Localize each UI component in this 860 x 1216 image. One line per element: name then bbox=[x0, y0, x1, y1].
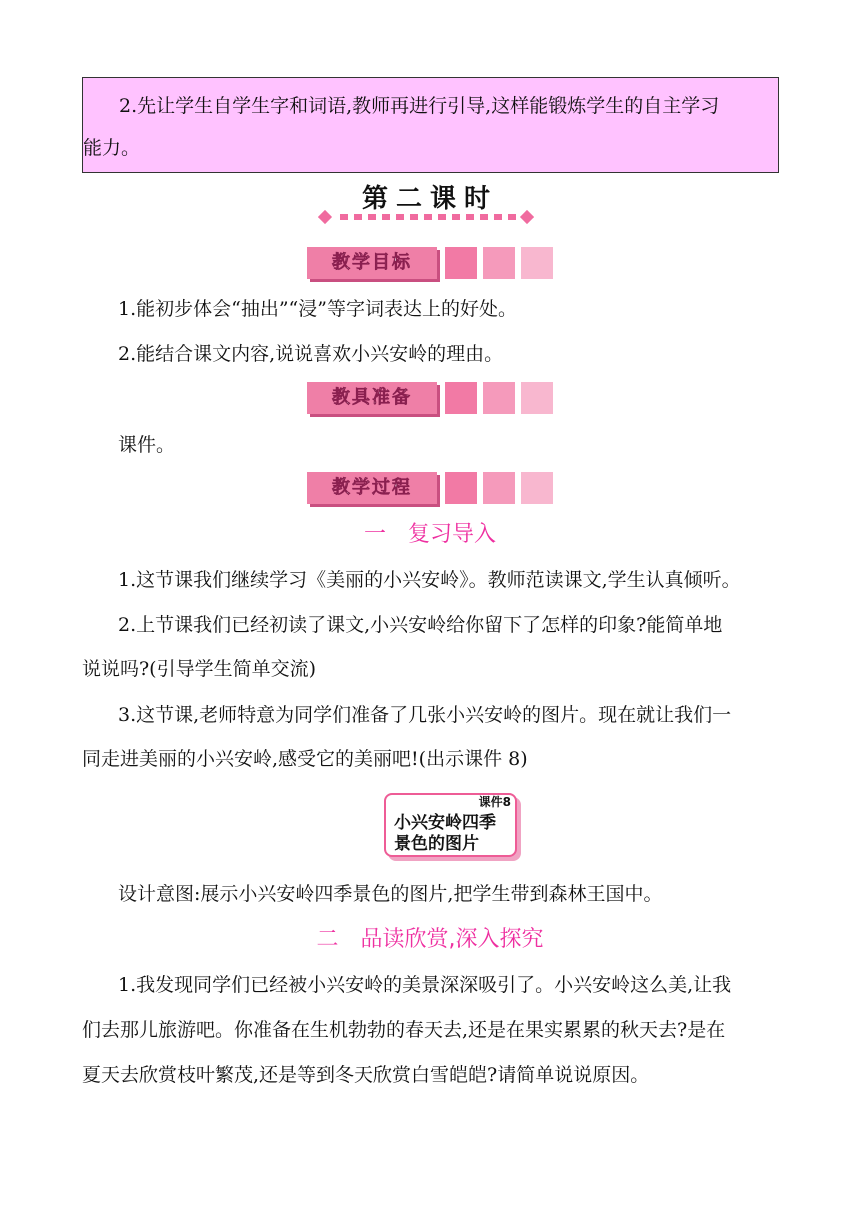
section-label-prep bbox=[307, 382, 553, 414]
section-label-goals bbox=[307, 247, 553, 279]
decor-square bbox=[445, 382, 477, 414]
section-label-goals-text: 教学目标 bbox=[307, 247, 437, 279]
section-label-prep-text: 教具准备 bbox=[307, 382, 437, 414]
lesson-title: 第二课时 bbox=[361, 184, 498, 214]
design-intent: 设计意图:展示小兴安岭四季景色的图片,把学生带到森林王国中。 bbox=[118, 883, 663, 905]
courseware-card bbox=[384, 793, 517, 857]
part1-heading: 一 复习导入 bbox=[363, 522, 496, 547]
part1-paragraph-2b: 说说吗?(引导学生简单交流) bbox=[82, 658, 317, 680]
part1-paragraph-3a: 3.这节课,老师特意为同学们准备了几张小兴安岭的图片。现在就让我们一 bbox=[118, 704, 732, 726]
decor-square bbox=[483, 472, 515, 504]
prep-text: 课件。 bbox=[118, 434, 176, 456]
part2-heading: 二 品读欣赏,深入探究 bbox=[316, 927, 544, 952]
decor-square bbox=[521, 247, 553, 279]
courseware-tag: 课件8 bbox=[478, 795, 511, 809]
note-line-2: 能力。 bbox=[83, 137, 141, 159]
decorative-dot-line bbox=[318, 208, 534, 226]
goal-item-1: 1.能初步体会“抽出”“浸”等字词表达上的好处。 bbox=[118, 298, 517, 320]
part2-paragraph-1c: 夏天去欣赏枝叶繁茂,还是等到冬天欣赏白雪皑皑?请简单说说原因。 bbox=[82, 1064, 650, 1086]
part2-paragraph-1b: 们去那儿旅游吧。你准备在生机勃勃的春天去,还是在果实累累的秋天去?是在 bbox=[82, 1019, 726, 1041]
courseware-line-2: 景色的图片 bbox=[394, 834, 479, 854]
part1-paragraph-3b: 同走进美丽的小兴安岭,感受它的美丽吧!(出示课件 8) bbox=[82, 748, 528, 770]
decor-square bbox=[521, 382, 553, 414]
decor-square bbox=[445, 247, 477, 279]
courseware-title bbox=[394, 813, 496, 855]
decor-square bbox=[445, 472, 477, 504]
note-line-1: 2.先让学生自学生字和词语,教师再进行引导,这样能锻炼学生的自主学习 bbox=[119, 95, 720, 117]
part1-paragraph-1: 1.这节课我们继续学习《美丽的小兴安岭》。教师范读课文,学生认真倾听。 bbox=[118, 569, 741, 591]
decor-square bbox=[483, 382, 515, 414]
decor-square bbox=[483, 247, 515, 279]
section-label-process bbox=[307, 472, 553, 504]
part1-paragraph-2a: 2.上节课我们已经初读了课文,小兴安岭给你留下了怎样的印象?能简单地 bbox=[118, 614, 723, 636]
note-box bbox=[82, 77, 779, 173]
decor-square bbox=[521, 472, 553, 504]
section-label-process-text: 教学过程 bbox=[307, 472, 437, 504]
part2-paragraph-1a: 1.我发现同学们已经被小兴安岭的美景深深吸引了。小兴安岭这么美,让我 bbox=[118, 974, 732, 996]
courseware-line-1: 小兴安岭四季 bbox=[394, 813, 496, 833]
goal-item-2: 2.能结合课文内容,说说喜欢小兴安岭的理由。 bbox=[118, 343, 504, 365]
